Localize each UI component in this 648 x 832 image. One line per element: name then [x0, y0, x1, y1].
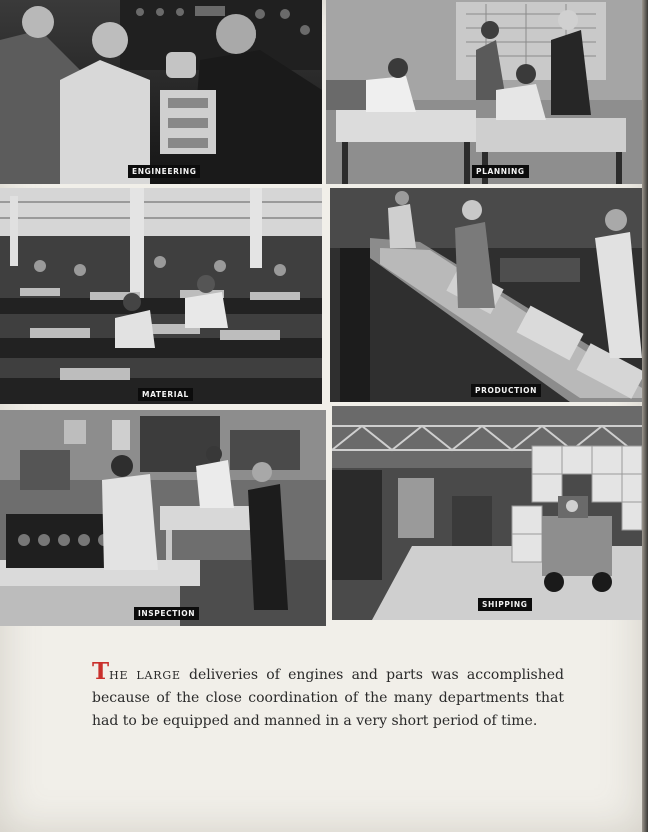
- photo-label: PRODUCTION: [471, 384, 541, 397]
- caption-body: deliveries of engines and parts was accomplished because of the close coordination of the many departments that had to be equipped and manned in a very short period of time.: [92, 667, 564, 729]
- photo-inspection: [0, 410, 326, 626]
- caption-lead: HE LARGE: [109, 669, 181, 682]
- photo-shipping: [332, 406, 642, 620]
- photo-production: [330, 188, 642, 402]
- drop-cap: T: [92, 658, 110, 685]
- photo-planning: [326, 0, 642, 184]
- photo-label: MATERIAL: [138, 388, 193, 401]
- photo-engineering: [0, 0, 322, 184]
- caption-paragraph: [92, 658, 564, 733]
- photo-material: [0, 188, 322, 404]
- photo-label: ENGINEERING: [128, 165, 200, 178]
- photo-label: PLANNING: [472, 165, 529, 178]
- page-edge: [642, 0, 648, 832]
- photo-label: INSPECTION: [134, 607, 199, 620]
- photo-label: SHIPPING: [478, 598, 532, 611]
